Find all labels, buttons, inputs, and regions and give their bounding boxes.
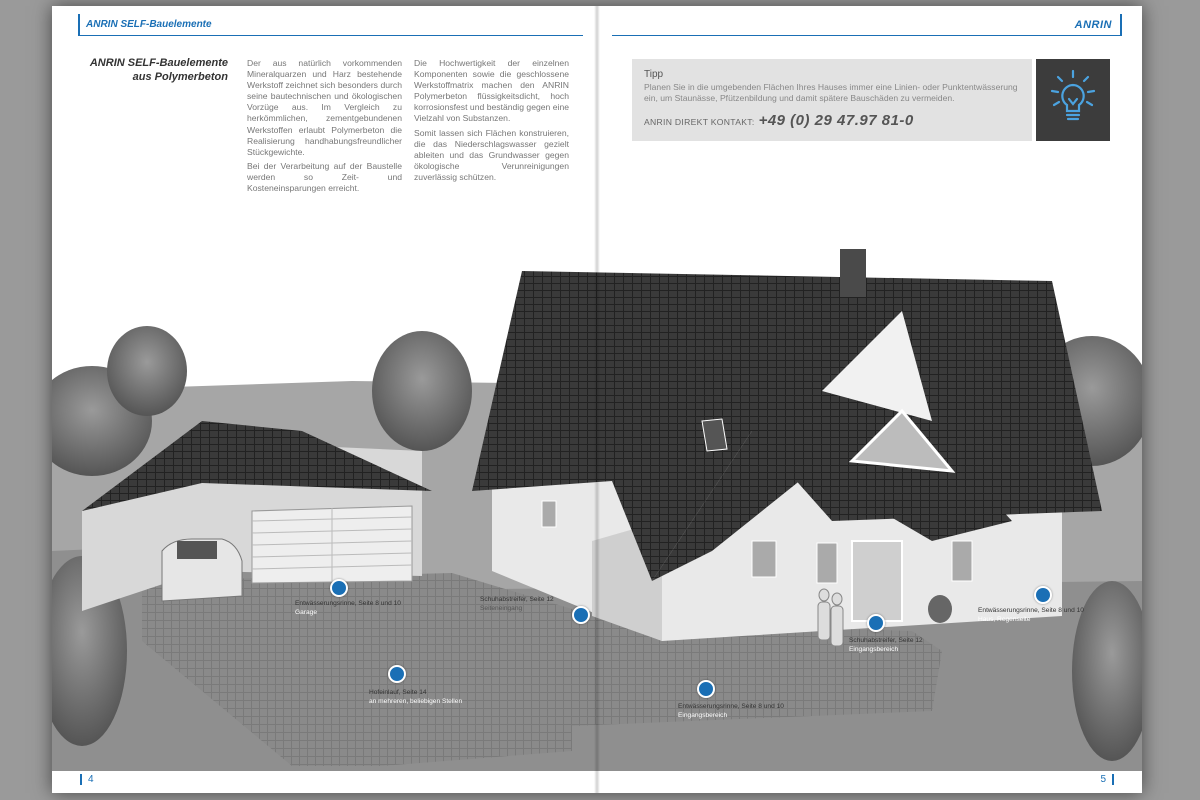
- entrance-door: [852, 541, 902, 621]
- tree: [372, 331, 472, 451]
- hotspot-label: Entwässerungsrinne, Seite 8 und 10 Garage: [295, 600, 401, 616]
- header-right: [612, 14, 1122, 36]
- contact-label: ANRIN DIREKT KONTAKT:: [644, 117, 755, 127]
- paragraph: Somit lassen sich Flächen konstruieren, die das Niederschlagswasser gezielt ableiten und das Grundwasser gegen ökologische Verunreinigungen zuverlässig schützen.: [414, 127, 569, 182]
- contact-line: [644, 112, 1020, 129]
- hotspot-yard-drain[interactable]: [388, 665, 406, 683]
- hotspot-rain-side-drain[interactable]: [1034, 586, 1052, 604]
- paragraph: Der aus natürlich vorkommenden Mineralquarzen und Harz bestehende Werkstoff zeichnet sich besonders durch seine bautechnischen und ökologischen Vorzüge aus. Im Vergleich zu herkömmlichen, zementgebundenen Werkstoffen erlaubt Polymerbeton die Realisierung handhabungsfreundlicher Stückgewichte.: [247, 58, 402, 157]
- hotspot-entrance-drain[interactable]: [697, 680, 715, 698]
- brochure-spread: [52, 6, 1142, 793]
- tree: [107, 326, 187, 416]
- hotspot-garage-drain[interactable]: [330, 579, 348, 597]
- window: [817, 543, 837, 583]
- anrin-logo: ANRIN: [1074, 19, 1112, 31]
- chimney: [840, 249, 866, 297]
- window: [752, 541, 776, 577]
- tip-box: [632, 59, 1032, 141]
- hotspot-label: Schuhabstreifer, Seite 12 Eingangsbereich: [849, 637, 923, 653]
- contact-phone: +49 (0) 29 47.97 81-0: [758, 112, 914, 129]
- hotspot-entrance-mat[interactable]: [867, 614, 885, 632]
- heading-line-2: aus Polymerbeton: [132, 71, 228, 83]
- hotspot-label: Entwässerungsrinne, Seite 8 und 10 Eingangsbereich: [678, 703, 784, 719]
- text-column-2: [414, 58, 569, 186]
- hotspot-label: Entwässerungsrinne, Seite 8 und 10 Haus, Regenseite: [978, 607, 1084, 623]
- page-gutter: [594, 6, 600, 793]
- window: [542, 501, 556, 527]
- tip-title: Tipp: [644, 69, 664, 80]
- page-number-left: 4: [80, 774, 94, 785]
- hotspot-label: Hofeinlauf, Seite 14 an mehreren, beliebigen Stellen: [369, 689, 463, 705]
- hotspot-label: Schuhabstreifer, Seite 12 Seiteneingang: [480, 596, 554, 612]
- tip-text: Planen Sie in die umgebenden Flächen Ihres Hauses immer eine Linien- oder Punktentwässerung ein, um Staunässe, Pfützenbildung und damit spätere Bauschäden zu vermeiden.: [644, 82, 1018, 103]
- skylight: [702, 419, 727, 451]
- window: [952, 541, 972, 581]
- header-title: ANRIN SELF-Bauelemente: [86, 19, 212, 30]
- text-column-1: [247, 58, 402, 197]
- section-heading: [78, 56, 228, 84]
- heading-line-1: ANRIN SELF-Bauelemente: [89, 57, 228, 69]
- paragraph: Die Hochwertigkeit der einzelnen Komponenten sowie die geschlossene Werkstoffmatrix machen den ANRIN Polymerbeton flüssigkeitsdicht, hoch korrosionsfest und beständig gegen eine Vielzahl von Substanzen.: [414, 58, 569, 124]
- lightbulb-icon: [1036, 59, 1110, 141]
- hotspot-side-entrance-mat[interactable]: [572, 606, 590, 624]
- header-left: [78, 14, 583, 36]
- paragraph: Bei der Verarbeitung auf der Baustelle werden so Zeit- und Kosteneinsparungen erreicht.: [247, 160, 402, 194]
- page-number-right: 5: [1100, 774, 1114, 785]
